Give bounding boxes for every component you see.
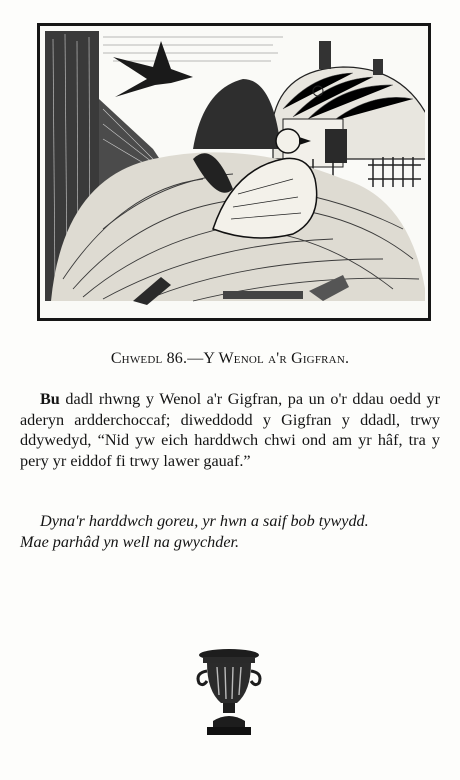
fable-first-word: Bu (40, 390, 60, 408)
illustration-plate (37, 23, 431, 321)
fable-body: dadl rhwng y Wenol a'r Gigfran, pa un o'r ddau oedd yr aderyn ardderchoccaf; diweddodd y Gigfran y ddadl, trwy ddywedyd, “Nid yw eich harddwch chwi ond am yr hâf, tra y pery yr eiddof fi trwy lawer gauaf.” (20, 390, 441, 470)
moral (20, 511, 450, 552)
fable-title: Y Wenol a'r Gigfran. (203, 350, 350, 367)
urn-icon (193, 647, 265, 744)
moral-line-1: Dyna'r harddwch goreu, yr hwn a saif bob tywydd. (40, 512, 369, 530)
moral-line-2: Mae parhâd yn well na gwychder. (20, 532, 240, 551)
swallow (113, 41, 193, 97)
fable-heading (0, 350, 460, 368)
swallow-raven-engraving (43, 29, 425, 315)
heading-dash: — (187, 350, 204, 367)
fable-number: Chwedl 86. (110, 350, 188, 367)
fable-text (20, 389, 440, 471)
